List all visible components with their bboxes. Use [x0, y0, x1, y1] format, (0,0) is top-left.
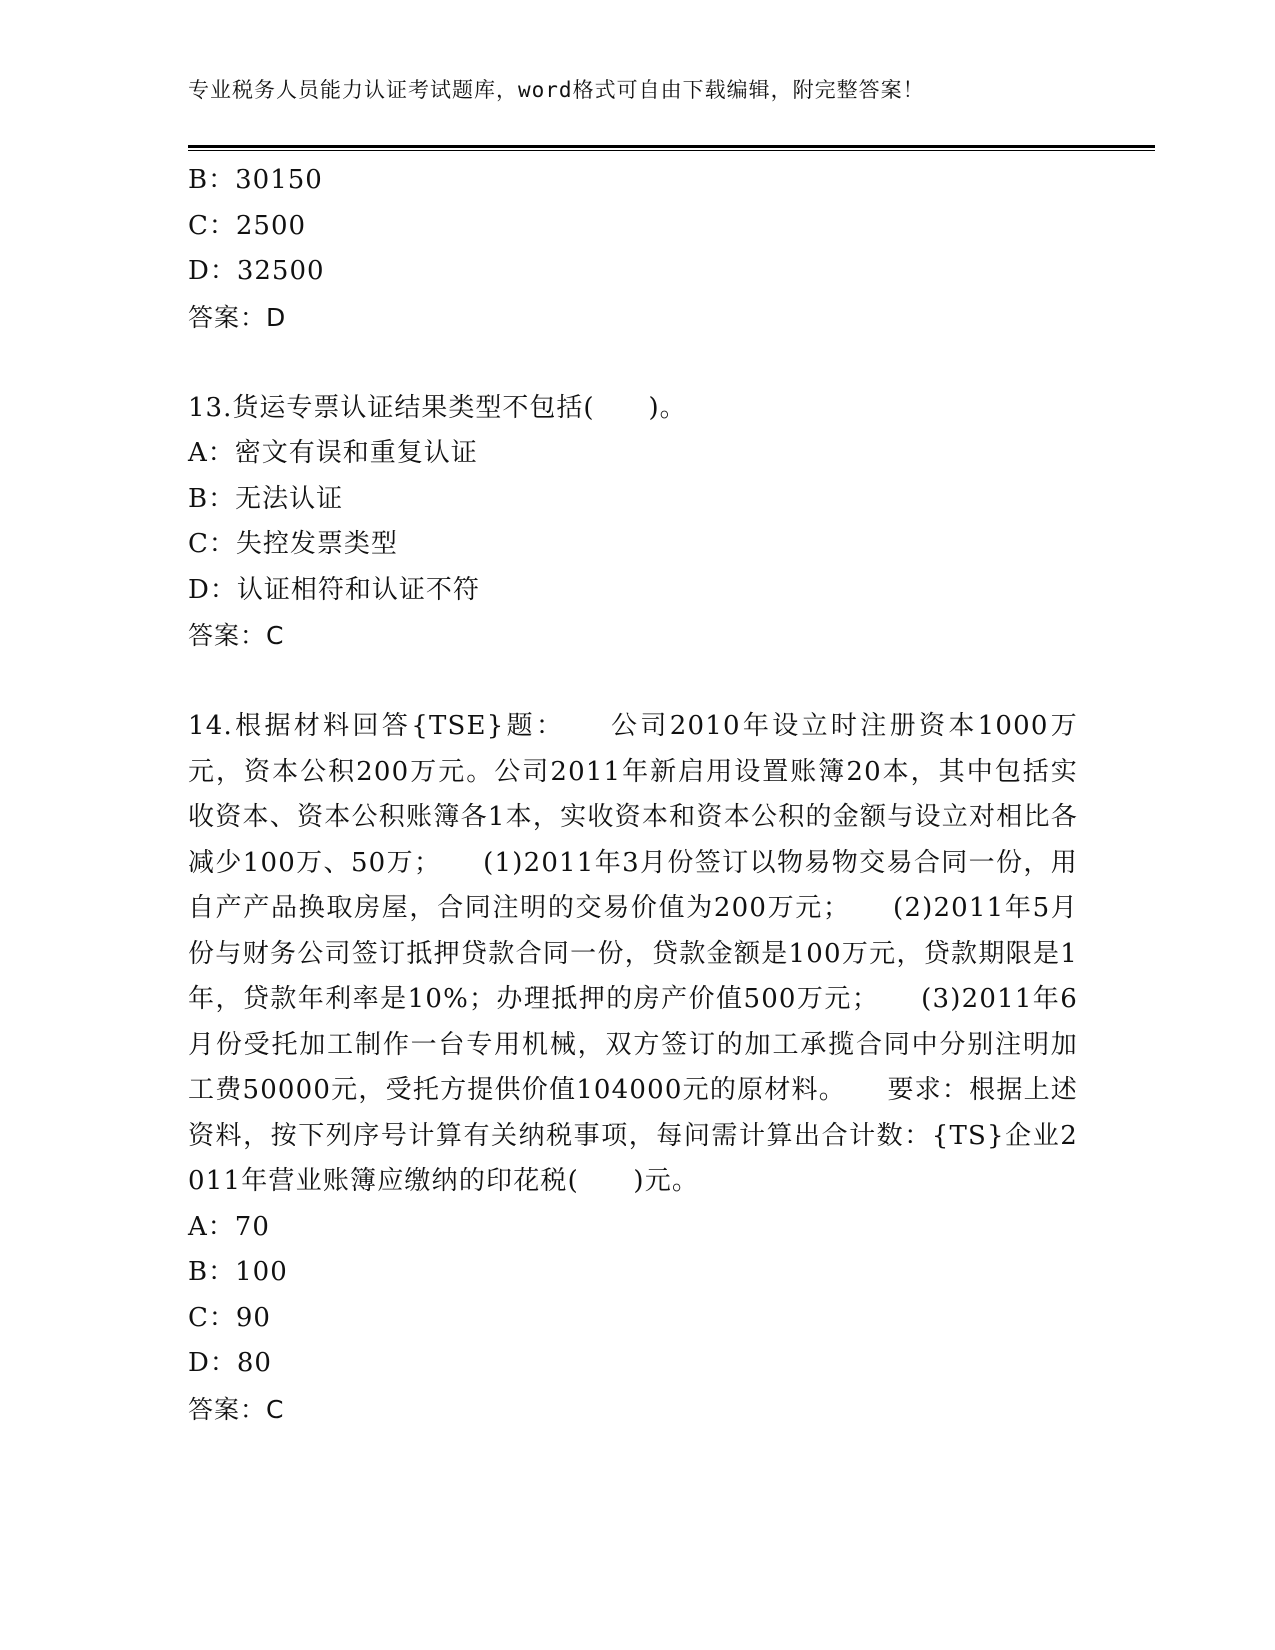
option-c: C：2500	[188, 210, 307, 241]
option-c: C：失控发票类型	[188, 529, 398, 559]
option-d: D：32500	[188, 256, 325, 286]
spacer	[188, 340, 1078, 386]
question-stem: 14.根据材料回答{TSE}题： 公司2010年设立时注册资本1000万元，资本公积200万元。公司2011年新启用设置账簿20本，其中包括实收资本、资本公积账簿各1本，实收资本和资本公积的金额与设立对相比各减少100万、50万； (1)2011年3月份签订以物易物交易合同一份，用自产产品换取房屋，合同注明的交易价值为200万元； (2)2011年5月份与财务公司签订抵押贷款合同一份，贷款金额是100万元，贷款期限是1年，贷款年利率是10%；办理抵押的房产价值500万元； (3)2011年6月份受托加工制作一台专用机械，双方签订的加工承揽合同中分别注明加工费50000元，受托方提供价值104000元的原材料。 要求：根据上述资料，按下列序号计算有关纳税事项，每问需计算出合计数：{TS}企业2011年营业账簿应缴纳的印花税( )元。	[188, 711, 1078, 1196]
option-c: C：90	[188, 1302, 271, 1333]
option-b: B：100	[188, 1257, 288, 1287]
spacer	[188, 659, 1078, 705]
question-14	[188, 704, 1078, 1432]
answer: 答案：C	[188, 621, 285, 650]
question-13	[188, 386, 1078, 659]
option-d: D：认证相符和认证不符	[188, 574, 480, 605]
option-a: A：70	[188, 1211, 270, 1242]
option-d: D：80	[188, 1348, 272, 1378]
answer: 答案：C	[188, 1394, 285, 1424]
answer: 答案：D	[188, 302, 287, 332]
question-stem: 13.货运专票认证结果类型不包括( )。	[188, 392, 687, 423]
question-12	[188, 158, 1078, 340]
option-a: A：密文有误和重复认证	[188, 438, 478, 468]
header-rule-thin	[188, 150, 1155, 151]
question-content	[188, 158, 1078, 1432]
header-rule-thick	[188, 145, 1155, 148]
page-header: 专业税务人员能力认证考试题库，word格式可自由下载编辑，附完整答案！	[188, 78, 925, 102]
option-b: B：30150	[188, 165, 323, 195]
option-b: B：无法认证	[188, 483, 344, 514]
